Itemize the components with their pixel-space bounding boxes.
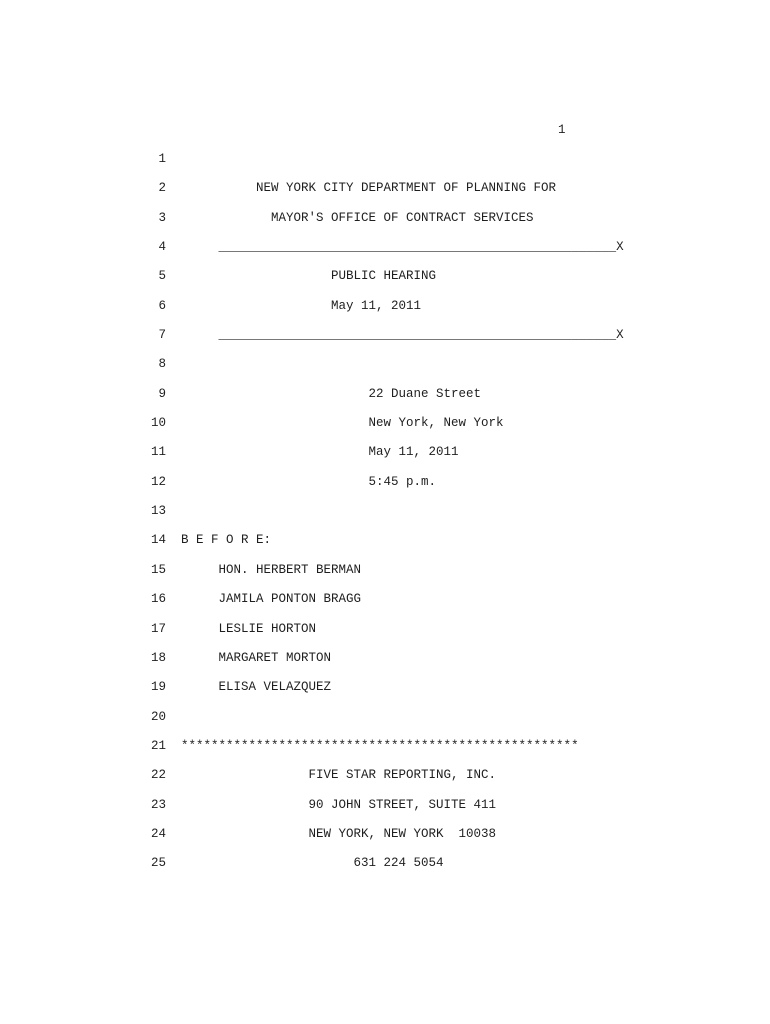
venue-date: May 11, 2011 [181,445,459,460]
transcript-line [0,797,770,826]
line-number: 18 [150,650,166,665]
line-number: 2 [158,181,166,196]
line-text: NEW YORK CITY DEPARTMENT OF PLANNING FOR [181,181,557,196]
line-number: 22 [150,768,166,783]
transcript-line [0,503,770,532]
transcript-line [0,767,770,796]
panel-member: LESLIE HORTON [181,621,317,636]
venue-address: 22 Duane Street [181,386,482,401]
transcript-line [0,239,770,268]
transcript-line [0,268,770,297]
line-number: 25 [150,856,166,871]
line-number: 4 [158,240,166,255]
line-number: 1 [158,152,166,166]
line-number: 17 [150,621,166,636]
transcript-line [0,709,770,738]
line-number: 6 [158,298,166,313]
line-number: 12 [150,474,166,489]
line-number: 24 [150,826,166,841]
hearing-date: May 11, 2011 [181,298,422,313]
transcript-line [0,562,770,591]
separator-rule: _____________________________________________________X [181,240,624,255]
transcript-line [0,327,770,356]
transcript-line [0,532,770,561]
panel-member: MARGARET MORTON [181,650,332,665]
line-number: 19 [150,680,166,695]
line-number: 21 [150,738,166,753]
panel-member: ELISA VELAZQUEZ [181,680,332,695]
line-number: 14 [150,533,166,548]
line-number: 15 [150,562,166,577]
transcript-line [0,621,770,650]
panel-member: JAMILA PONTON BRAGG [181,592,362,607]
transcript-line [0,855,770,884]
line-number: 8 [158,357,166,372]
before-heading: B E F O R E: [181,533,272,548]
line-number: 23 [150,797,166,812]
transcript-line [0,298,770,327]
venue-city: New York, New York [181,416,504,431]
reporter-city: NEW YORK, NEW YORK 10038 [181,826,497,841]
panel-member: HON. HERBERT BERMAN [181,562,362,577]
transcript-line [0,679,770,708]
line-number: 5 [158,269,166,284]
reporter-street: 90 JOHN STREET, SUITE 411 [181,797,497,812]
separator-rule: _____________________________________________________X [181,328,624,343]
transcript-line [0,151,770,180]
asterisk-divider: ***************************************************** [181,738,579,753]
line-text: MAYOR'S OFFICE OF CONTRACT SERVICES [181,210,534,225]
line-number: 11 [150,445,166,460]
line-number: 7 [158,328,166,343]
page-number: 1 [558,123,566,137]
transcript-body [0,151,770,885]
transcript-line [0,591,770,620]
transcript-line [0,474,770,503]
hearing-title: PUBLIC HEARING [181,269,437,284]
transcript-line [0,415,770,444]
line-number: 3 [158,210,166,225]
transcript-line [0,826,770,855]
transcript-line [0,356,770,385]
line-number: 20 [150,709,166,724]
line-number: 10 [150,416,166,431]
reporter-name: FIVE STAR REPORTING, INC. [181,768,497,783]
venue-time: 5:45 p.m. [181,474,437,489]
transcript-line [0,180,770,209]
transcript-line [0,444,770,473]
reporter-phone: 631 224 5054 [181,856,444,871]
line-number: 16 [150,592,166,607]
transcript-line [0,210,770,239]
transcript-line [0,386,770,415]
line-number: 13 [150,504,166,519]
transcript-line [0,650,770,679]
line-number: 9 [158,386,166,401]
transcript-line [0,738,770,767]
